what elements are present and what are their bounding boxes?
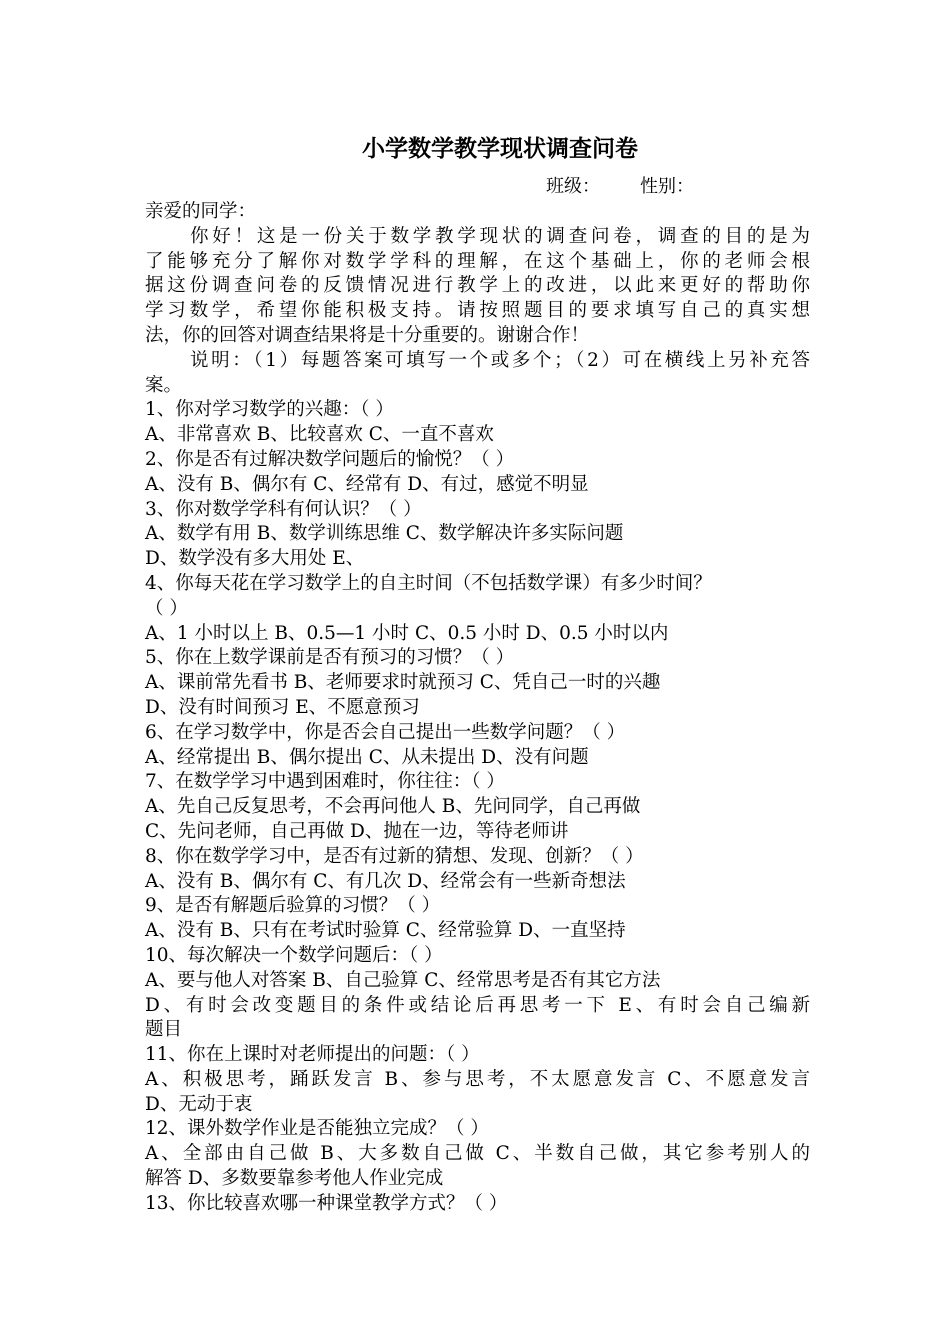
intro-line: 据这份调查问卷的反馈情况进行教学上的改进，以此来更好的帮助你	[145, 275, 810, 297]
document-title: 小学数学教学现状调查问卷	[362, 135, 638, 162]
question-1: 1、你对学习数学的兴趣：（ ）	[145, 399, 394, 421]
options-3: A、数学有用 B、数学训练思维 C、数学解决许多实际问题	[145, 523, 624, 545]
options-11: A、积极思考，踊跃发言 B、参与思考，不太愿意发言 C、不愿意发言	[145, 1068, 810, 1090]
options-6: A、经常提出 B、偶尔提出 C、从未提出 D、没有问题	[145, 746, 589, 768]
student-info	[546, 174, 694, 200]
intro-line: 你好！这是一份关于数学教学现状的调查问卷，调查的目的是为	[190, 225, 810, 247]
options-10: 题目	[145, 1019, 183, 1041]
options-4: A、1 小时以上 B、0.5—1 小时 C、0.5 小时 D、0.5 小时以内	[145, 622, 669, 644]
question-9: 9、是否有解题后验算的习惯？（ ）	[145, 895, 441, 917]
options-11: D、无动于衷	[145, 1093, 253, 1115]
options-3: D、数学没有多大用处 E、	[145, 548, 365, 570]
question-4: 4、你每天花在学习数学上的自主时间（不包括数学课）有多少时间？	[145, 572, 712, 594]
options-10: A、要与他人对答案 B、自己验算 C、经常思考是否有其它方法	[145, 969, 661, 991]
class-label: 班级：	[546, 176, 600, 197]
instructions-line: 案。	[145, 374, 183, 396]
options-8: A、没有 B、偶尔有 C、有几次 D、经常会有一些新奇想法	[145, 870, 626, 892]
question-10: 10、每次解决一个数学问题后：（ ）	[145, 944, 443, 966]
options-12: 解答 D、多数要靠参考他人作业完成	[145, 1168, 444, 1190]
question-6: 6、在学习数学中，你是否会自己提出一些数学问题？（ ）	[145, 721, 626, 743]
question-4: （ ）	[145, 597, 188, 619]
question-3: 3、你对数学学科有何认识？（ ）	[145, 498, 422, 520]
questionnaire-body	[145, 200, 810, 1217]
options-10: D、有时会改变题目的条件或结论后再思考一下 E、有时会自己编新	[145, 994, 810, 1016]
options-5: D、没有时间预习 E、不愿意预习	[145, 696, 420, 718]
options-2: A、没有 B、偶尔有 C、经常有 D、有过，感觉不明显	[145, 473, 589, 495]
question-13: 13、你比较喜欢哪一种课堂教学方式？（ ）	[145, 1192, 508, 1214]
options-9: A、没有 B、只有在考试时验算 C、经常验算 D、一直坚持	[145, 920, 626, 942]
gender-label: 性别：	[640, 176, 694, 197]
question-8: 8、你在数学学习中，是否有过新的猜想、发现、创新？（ ）	[145, 845, 644, 867]
options-7: C、先问老师，自己再做 D、抛在一边，等待老师讲	[145, 820, 569, 842]
question-5: 5、你在上数学课前是否有预习的习惯？（ ）	[145, 647, 515, 669]
question-12: 12、课外数学作业是否能独立完成？（ ）	[145, 1118, 489, 1140]
question-11: 11、你在上课时对老师提出的问题：（ ）	[145, 1044, 480, 1066]
intro-line: 学习数学，希望你能积极支持。请按照题目的要求填写自己的真实想	[145, 300, 810, 322]
options-5: A、课前常先看书 B、老师要求时就预习 C、凭自己一时的兴趣	[145, 672, 661, 694]
options-12: A、全部由自己做 B、大多数自己做 C、半数自己做，其它参考别人的	[145, 1143, 810, 1165]
options-1: A、非常喜欢 B、比较喜欢 C、一直不喜欢	[145, 424, 494, 446]
greeting: 亲爱的同学：	[145, 201, 257, 222]
question-2: 2、你是否有过解决数学问题后的愉悦？（ ）	[145, 448, 515, 470]
question-7: 7、在数学学习中遇到困难时，你往往：（ ）	[145, 771, 505, 793]
intro-line: 了能够充分了解你对数学学科的理解，在这个基础上，你的老师会根	[145, 250, 810, 272]
intro-line: 法，你的回答对调查结果将是十分重要的。谢谢合作！	[145, 324, 590, 346]
options-7: A、先自己反复思考，不会再问他人 B、先问同学，自己再做	[145, 796, 641, 818]
instructions-line: 说明：（1）每题答案可填写一个或多个；（2）可在横线上另补充答	[190, 349, 810, 371]
